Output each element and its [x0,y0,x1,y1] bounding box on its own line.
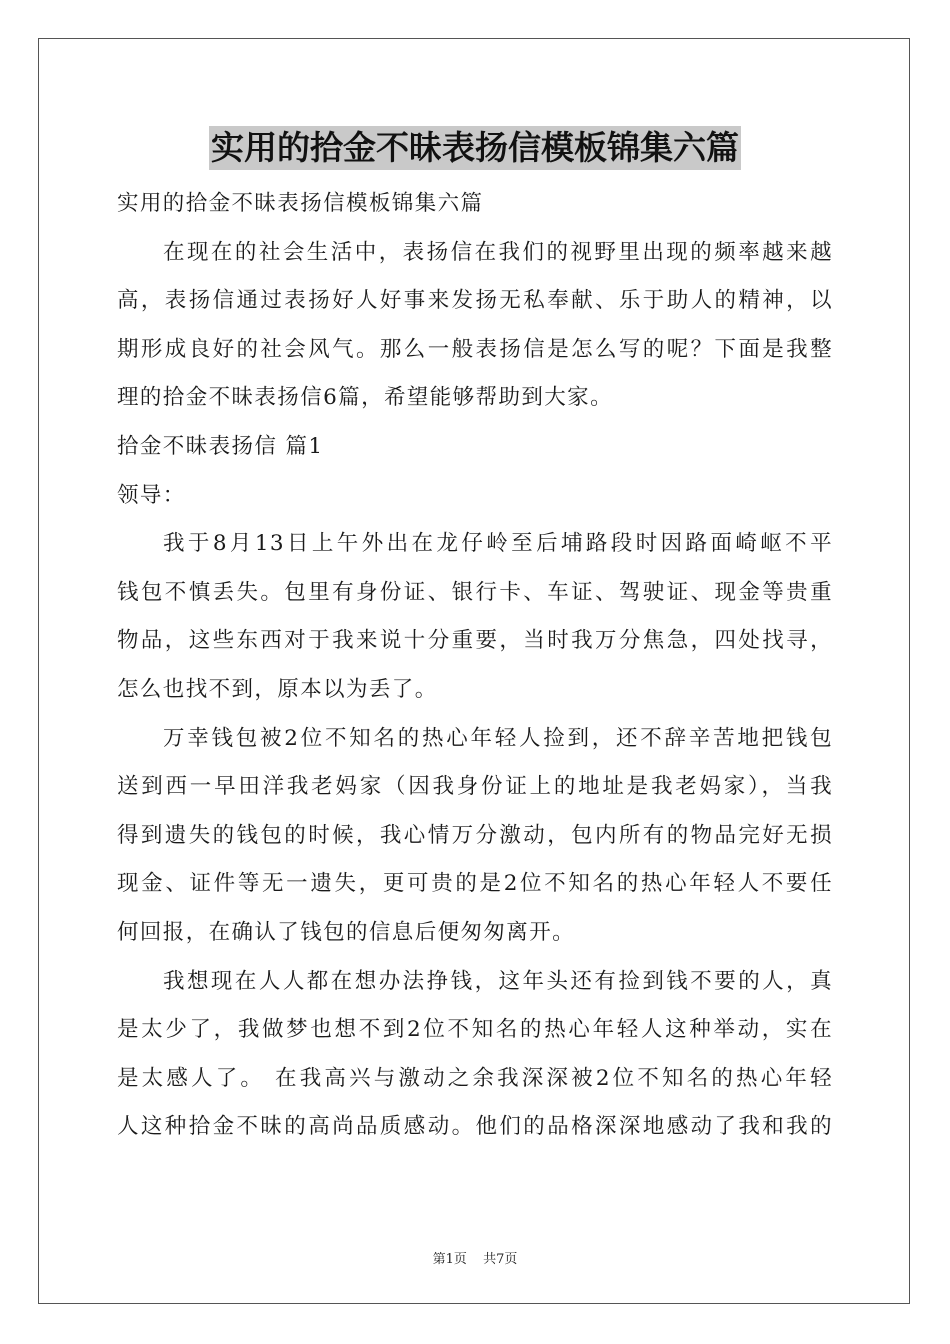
text-line: 拾金不昧表扬信 篇1 [117,433,324,459]
title-container [0,126,950,170]
text-line: 期形成良好的社会风气。那么一般表扬信是怎么写的呢？下面是我整 [117,336,833,362]
text-line: 在现在的社会生活中，表扬信在我们的视野里出现的频率越来越 [163,239,833,265]
text-line: 怎么也找不到，原本以为丢了。 [117,676,438,702]
text-line: 领导： [117,482,186,508]
text-line: 物品，这些东西对于我来说十分重要，当时我万分焦急，四处找寻， [117,628,833,654]
text-line: 万幸钱包被2位不知名的热心年轻人捡到，还不辞辛苦地把钱包 [163,725,833,751]
document-body [117,180,833,1152]
text-line: 人这种拾金不昧的高尚品质感动。他们的品格深深地感动了我和我的 [117,1114,833,1140]
text-line: 送到西一早田洋我老妈家（因我身份证上的地址是我老妈家），当我 [117,774,833,800]
page-number: 第1页 [432,1252,467,1267]
text-line: 钱包不慎丢失。包里有身份证、银行卡、车证、驾驶证、现金等贵重 [117,579,833,605]
document-title: 实用的拾金不昧表扬信模板锦集六篇 [209,126,741,170]
text-line: 我想现在人人都在想办法挣钱，这年头还有捡到钱不要的人，真 [163,968,833,994]
text-line: 高，表扬信通过表扬好人好事来发扬无私奉献、乐于助人的精神，以 [117,288,833,314]
text-line: 理的拾金不昧表扬信6篇，希望能够帮助到大家。 [117,385,613,411]
page-footer [0,1248,950,1267]
text-line: 我于8月13日上午外出在龙仔岭至后埔路段时因路面崎岖不平 [163,531,833,557]
text-line: 是太少了，我做梦也想不到2位不知名的热心年轻人这种举动，实在 [117,1017,833,1043]
page-total: 共7页 [483,1252,518,1267]
text-line: 现金、证件等无一遗失，更可贵的是2位不知名的热心年轻人不要任 [117,871,833,897]
document-subtitle: 实用的拾金不昧表扬信模板锦集六篇 [117,191,484,216]
text-line: 得到遗失的钱包的时候，我心情万分激动，包内所有的物品完好无损 [117,822,833,848]
text-line: 何回报，在确认了钱包的信息后便匆匆离开。 [117,919,576,945]
text-line: 是太感人了。 在我高兴与激动之余我深深被2位不知名的热心年轻 [117,1065,833,1091]
